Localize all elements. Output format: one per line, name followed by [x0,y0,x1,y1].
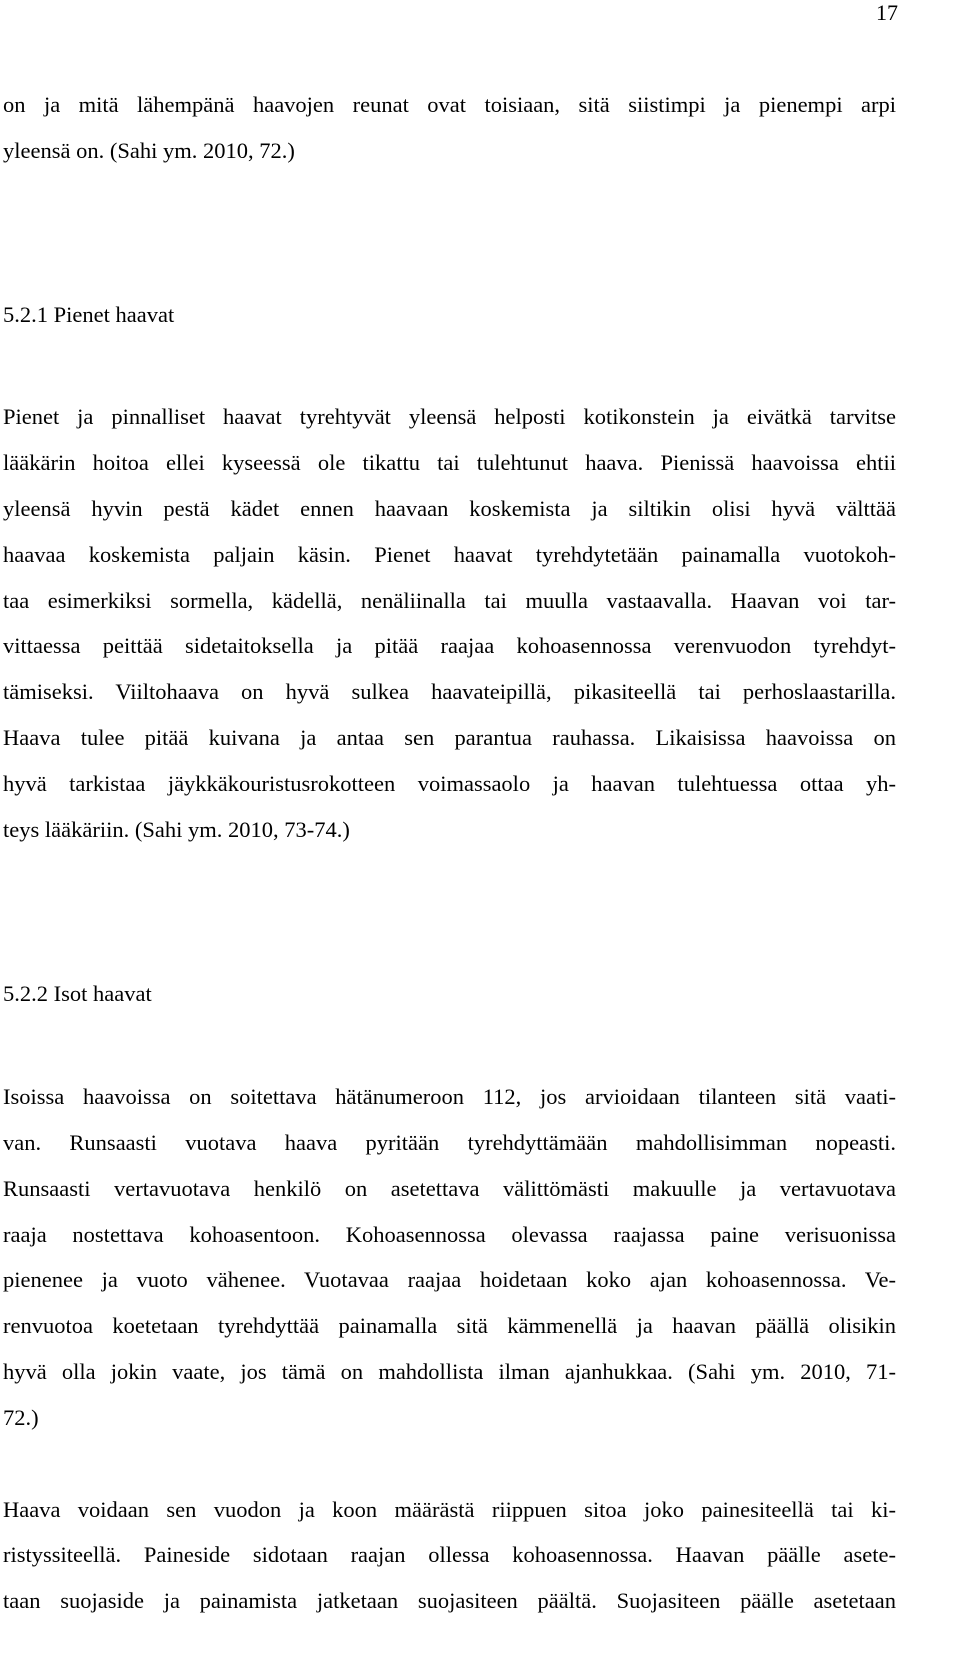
spacer [3,174,896,292]
isot-haavat-paragraph-2 [3,1487,896,1624]
text-line: raaja nostettava kohoasentoon. Kohoasennossa olevassa raajassa paine verisuonissa [3,1221,896,1247]
section-heading-isot-haavat: 5.2.2 Isot haavat [3,981,152,1007]
text-line: on ja mitä lähempänä haavojen reunat ovat toisiaan, sitä siistimpi ja pienempi arpi [3,92,896,117]
spacer [3,1441,896,1487]
text-line: teys lääkäriin. (Sahi ym. 2010, 73-74.) [3,816,350,842]
text-line: Haava voidaan sen vuodon ja koon määrästä riippuen sitoa joko painesiteellä tai ki- [3,1496,896,1522]
document-body [3,82,896,1624]
text-line: ristyssiteellä. Paineside sidotaan raajan ollessa kohoasennossa. Haavan päälle asete- [3,1542,896,1568]
pienet-haavat-paragraph [3,394,896,852]
text-line: Runsaasti vertavuotava henkilö on asetettava välittömästi makuulle ja vertavuotava [3,1175,896,1201]
text-line: haavaa koskemista paljain käsin. Pienet haavat tyrehdytetään painamalla vuotokoh- [3,541,896,567]
text-line: taa esimerkiksi sormella, kädellä, nenäliinalla tai muulla vastaavalla. Haavan voi tar- [3,587,896,613]
text-line: lääkärin hoitoa ellei kyseessä ole tikattu tai tulehtunut haava. Pienissä haavoissa ehtii [3,450,896,476]
section-heading-pienet-haavat: 5.2.1 Pienet haavat [3,301,175,327]
text-line: van. Runsaasti vuotava haava pyritään tyrehdyttämään mahdollisimman nopeasti. [3,1129,896,1155]
isot-haavat-paragraph-1 [3,1074,896,1440]
text-line: yleensä on. (Sahi ym. 2010, 72.) [3,137,295,163]
text-line: hyvä tarkistaa jäykkäkouristusrokotteen voimassaolo ja haavan tulehtuessa ottaa yh- [3,770,896,796]
text-line: hyvä olla jokin vaate, jos tämä on mahdollista ilman ajanhukkaa. (Sahi ym. 2010, 71- [3,1358,896,1384]
text-line: Pienet ja pinnalliset haavat tyrehtyvät yleensä helposti kotikonstein ja eivätkä tarvitse [3,404,896,430]
text-line: vittaessa peittää sidetaitoksella ja pitää raajaa kohoasennossa verenvuodon tyrehdyt- [3,633,896,659]
text-line: taan suojaside ja painamista jatketaan suojasiteen päältä. Suojasiteen päälle asetetaan [3,1588,896,1614]
text-line: Haava tulee pitää kuivana ja antaa sen parantua rauhassa. Likaisissa haavoissa on [3,724,896,750]
spacer [3,337,896,394]
intro-paragraph [3,82,896,174]
text-line: yleensä hyvin pestä kädet ennen haavaan koskemista ja siltikin olisi hyvä välttää [3,495,896,521]
page-number: 17 [876,0,898,25]
spacer [3,1017,896,1074]
text-line: renvuotoa koetetaan tyrehdyttää painamalla sitä kämmenellä ja haavan päällä olisikin [3,1313,896,1339]
text-line: 72.) [3,1404,39,1430]
spacer [3,852,896,971]
text-line: Isoissa haavoissa on soitettava hätänumeroon 112, jos arvioidaan tilanteen sitä vaati- [3,1084,896,1110]
text-line: tämiseksi. Viiltohaava on hyvä sulkea haavateipillä, pikasiteellä tai perhoslaastarilla. [3,679,896,705]
text-line: pienenee ja vuoto vähenee. Vuotavaa raajaa hoidetaan koko ajan kohoasennossa. Ve- [3,1267,896,1293]
